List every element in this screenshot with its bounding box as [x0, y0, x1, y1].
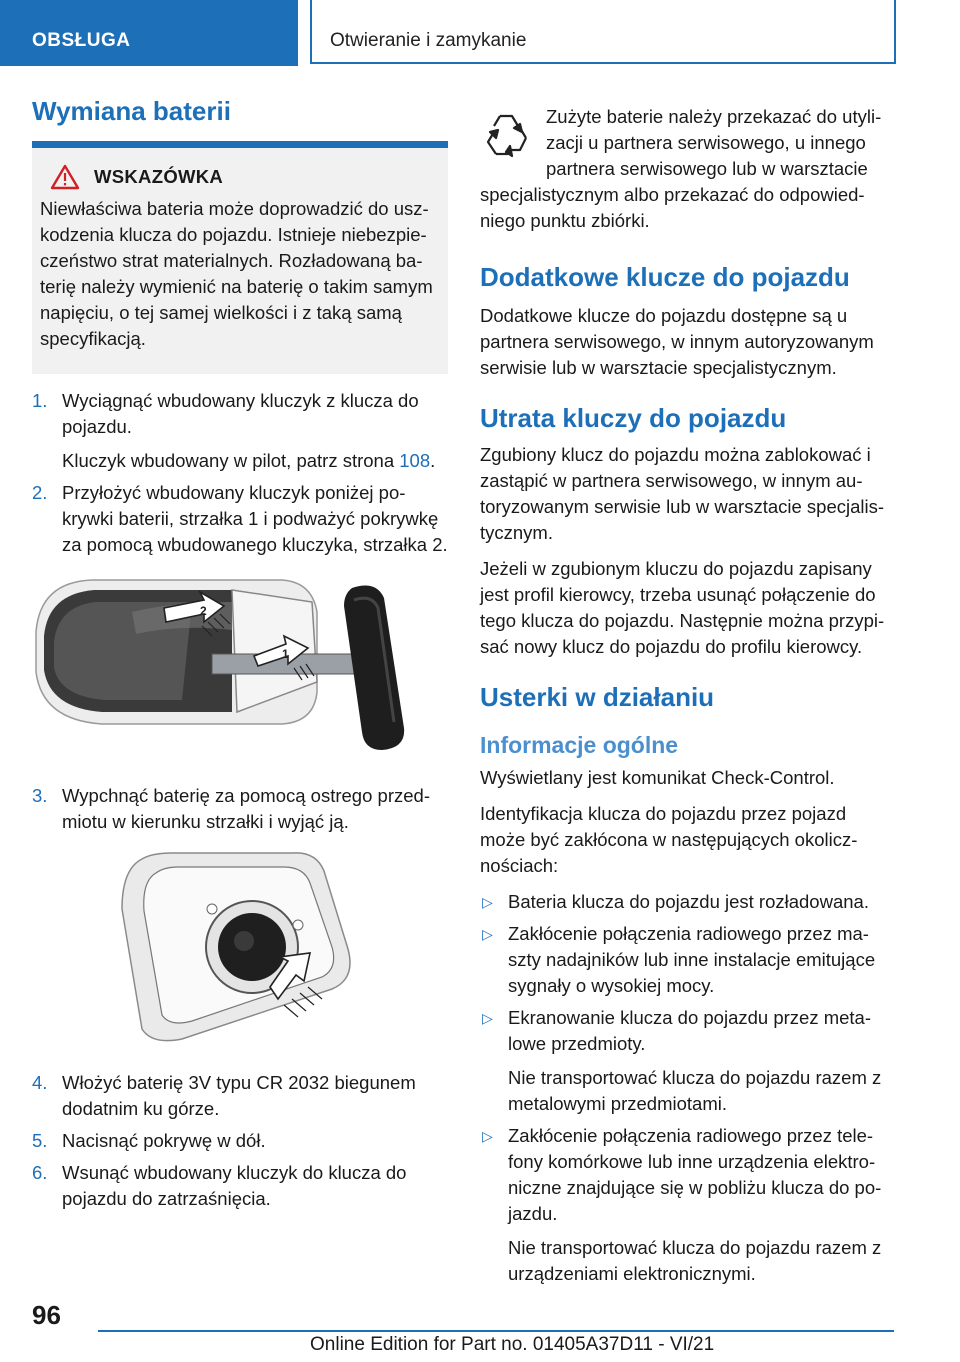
- step-text: Włożyć baterię 3V typu CR 2032 biegunem dodatnim ku górze.: [62, 1072, 416, 1120]
- subsection-title-general: Informacje ogólne: [480, 731, 679, 758]
- step-item: [32, 783, 448, 835]
- step-number: 3.: [32, 785, 48, 807]
- section-title-lost-keys: Utrata kluczy do pojazdu: [480, 403, 787, 434]
- right-column: [480, 104, 894, 1293]
- section-tab: [0, 0, 298, 66]
- bullet-triangle-icon: ▷: [482, 894, 493, 911]
- lost-keys-text-1: Zgubiony klucz do pojazdu można zablokować i zastąpić w partnera serwisowego, w innym autoryzowanym serwisie lub w warsztacie specjalistycznym.: [480, 444, 885, 544]
- bullet-text: Zakłócenie połączenia radiowego przez maszty nadajników lub inne instalacje emitujące sygnały o wysokiej mocy.: [508, 923, 876, 997]
- step-item: [32, 1128, 448, 1154]
- footer-divider: [98, 1330, 894, 1332]
- recycle-icon: [480, 110, 532, 164]
- lost-keys-text-2: Jeżeli w zgubionym kluczu do pojazdu zapisany jest profil kierowcy, trzeba usunąć połączenie do tego klucza do pojazdu. Następnie można przypisać nowy klucz do pojazdu do profilu kierowcy.: [480, 558, 885, 658]
- bullet-text: Bateria klucza do pojazdu jest rozładowana.: [508, 891, 869, 913]
- chapter-tab: [310, 0, 896, 64]
- arrow-label-1: 1: [282, 647, 289, 662]
- bullet-triangle-icon: ▷: [482, 1128, 493, 1145]
- battery-illustration: [112, 849, 362, 1049]
- step-number: 1.: [32, 390, 48, 412]
- figure-key-opening: [32, 572, 448, 767]
- recycle-note: [480, 104, 894, 234]
- list-item: [480, 1123, 894, 1287]
- recycle-text: Zużyte baterie należy przekazać do utylizacji u partnera serwisowego, u innego partnera serwisowego lub w warsztacie specjalistycznym albo przekazać do odpowiedniego punktu zbiórki.: [480, 106, 882, 231]
- list-item: [480, 889, 894, 915]
- left-column: [32, 96, 448, 1218]
- bullet-triangle-icon: ▷: [482, 926, 493, 943]
- bullet-text: Zakłócenie połączenia radiowego przez telefony komórkowe lub inne urządzenia elektroniczne znajdujące się w pobliżu klucza do pojazdu.: [508, 1125, 882, 1225]
- warning-header: [50, 164, 438, 190]
- step-item: [32, 480, 448, 558]
- general-text-1: Wyświetlany jest komunikat Check-Control.: [480, 767, 835, 789]
- warning-title: WSKAZÓWKA: [94, 166, 224, 188]
- section-label: OBSŁUGA: [32, 30, 131, 51]
- page-link[interactable]: 108: [399, 450, 431, 472]
- bullet-triangle-icon: ▷: [482, 1010, 493, 1027]
- step-number: 5.: [32, 1130, 48, 1152]
- bullet-note: Nie transportować klucza do pojazdu razem z metalowymi przedmiotami.: [508, 1067, 882, 1115]
- footer-edition: Online Edition for Part no. 01405A37D11 - VI/21: [310, 1334, 715, 1355]
- section-title-extra-keys: Dodatkowe klucze do pojazdu: [480, 262, 850, 292]
- chapter-label: Otwieranie i zamykanie: [330, 30, 527, 51]
- step-text: Przyłożyć wbudowany kluczyk poniżej pokrywki baterii, strzałka 1 i podważyć pokrywkę za pomocą wbudowanego kluczyka, strzałka 2.: [62, 482, 448, 556]
- warning-box: [32, 141, 448, 374]
- figure-battery-removal: [112, 849, 448, 1054]
- step-item: [32, 388, 448, 474]
- page-number: 96: [32, 1300, 61, 1330]
- bullet-text: Ekranowanie klucza do pojazdu przez metalowe przedmioty.: [508, 1007, 872, 1055]
- step-number: 6.: [32, 1162, 48, 1184]
- section-title-malfunctions: Usterki w działaniu: [480, 682, 715, 713]
- step-number: 2.: [32, 482, 48, 504]
- step-item: [32, 1160, 448, 1212]
- step-item: [32, 1070, 448, 1122]
- section-title-battery: Wymiana baterii: [32, 96, 231, 126]
- step-number: 4.: [32, 1072, 48, 1094]
- warning-text: Niewłaściwa bateria może doprowadzić do uszkodzenia klucza do pojazdu. Istnieje niebezpieczeństwo strat materialnych. Rozładowaną baterię należy wymienić na baterię o takim samym napięciu, o tej samej wielkości i z taką samą specyfikacją.: [40, 198, 433, 350]
- warning-triangle-icon: [50, 164, 80, 190]
- page-header: [0, 0, 960, 66]
- step-note: Kluczyk wbudowany w pilot, patrz strona 108.: [62, 450, 436, 472]
- list-item: [480, 1005, 894, 1117]
- key-illustration: [32, 572, 448, 762]
- general-text-2: Identyfikacja klucza do pojazdu przez pojazd może być zakłócona w następujących okolicznościach:: [480, 803, 858, 877]
- step-text: Wypchnąć baterię za pomocą ostrego przedmiotu w kierunku strzałki i wyjąć ją.: [62, 785, 430, 833]
- bullet-note: Nie transportować klucza do pojazdu razem z urządzeniami elektronicznymi.: [508, 1237, 882, 1285]
- list-item: [480, 921, 894, 999]
- step-text: Wyciągnąć wbudowany kluczyk z klucza do pojazdu.: [62, 390, 419, 438]
- step-text: Nacisnąć pokrywę w dół.: [62, 1130, 266, 1152]
- extra-keys-text: Dodatkowe klucze do pojazdu dostępne są u partnera serwisowego, w innym autoryzowanym serwisie lub w warsztacie specjalistycznym.: [480, 305, 874, 379]
- step-text: Wsunąć wbudowany kluczyk do klucza do pojazdu do zatrzaśnięcia.: [62, 1162, 407, 1210]
- arrow-label-2: 2: [200, 604, 207, 619]
